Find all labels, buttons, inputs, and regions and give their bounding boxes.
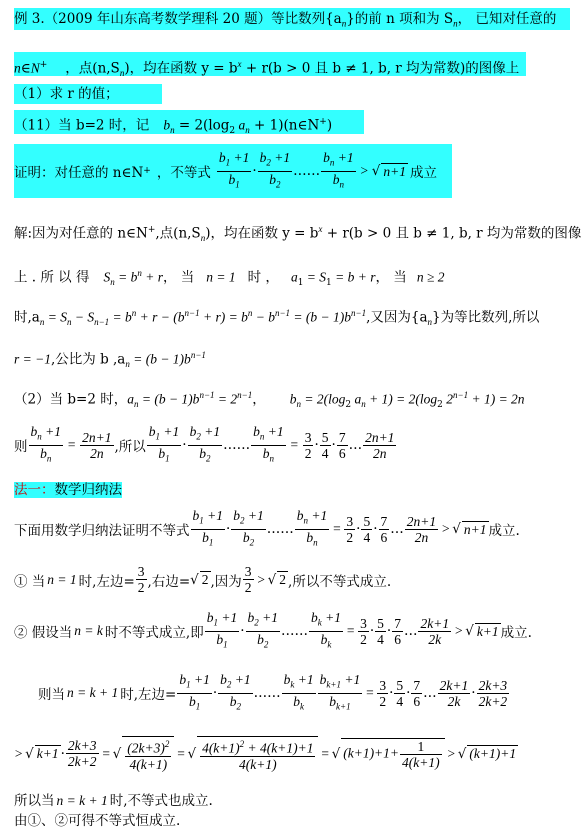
text: = 2(log — [300, 391, 346, 407]
fraction: $\frac{b_k +1}{b_k}$ — [311, 610, 341, 650]
fraction: $\frac{3}{2}$ — [137, 564, 145, 595]
text: ,点(n,S — [155, 225, 201, 242]
text: + r) = b — [199, 309, 248, 325]
fraction: $\frac{5}{4}$ — [377, 615, 384, 647]
text: = b + r — [331, 269, 376, 285]
text: 成立 — [410, 165, 437, 181]
fraction: $\frac{2k+1}{2k}$ — [439, 677, 469, 709]
text: = b — [114, 269, 138, 285]
text: ， 当 — [162, 269, 195, 286]
text: 上 . 所 以 得 — [14, 269, 90, 286]
conclusion-2 — [14, 812, 180, 830]
text: 成立. — [488, 523, 520, 540]
text: （11）当 b=2 时，记 — [14, 117, 150, 134]
induction-intro: 下面用数学归纳法证明不等式 $\frac{b_1 +1}{b_1}$ · $\frac{b_2 +1}{b_2}$ …… $\frac{b_n +1}{b_n}$ = $\frac{3}{2}$ · $\frac{5}{4}$ · $\frac{7}{6}$ … $\frac{2n+1}{2n}$ > √ n+1 成立. — [14, 508, 520, 550]
text: ， 当 — [375, 269, 407, 286]
text: − b — [252, 309, 275, 325]
text: b — [289, 391, 297, 407]
text: 时,a — [14, 309, 40, 326]
text: + r(b > 0 且 b ≠ 1, b, r 均为常数)的图像上 — [241, 60, 520, 77]
text: 则当 — [38, 687, 65, 704]
question-2: （11）当 b=2 时，记 $b_n = 2(\log_2$ $a_n$ + 1)(n∈N+) — [14, 110, 364, 134]
text: ,所以 — [114, 439, 146, 456]
text: = 2 — [214, 391, 238, 407]
fraction: $\frac{2n+1}{2n}$ — [365, 429, 395, 461]
text: = (b − 1)b — [138, 391, 200, 407]
text: ， 已知对任意的 — [457, 11, 557, 27]
text: )，均在函数 y = b — [205, 225, 319, 242]
text: + r — [141, 269, 163, 285]
text: a — [127, 391, 134, 407]
text: n = k — [74, 623, 103, 639]
text: S — [103, 269, 111, 285]
fraction: $\frac{3}{2}$ — [346, 513, 354, 545]
sqrt: n+1 — [383, 163, 406, 179]
fraction: $\frac{b_n +1}{b_n}$ — [253, 424, 284, 464]
text: + 1) = 2(log — [365, 391, 438, 407]
induction-step-1: ① 当 n = 1 时,左边= $\frac{3}{2}$ ,右边= √ 2 ,因为 $\frac{3}{2}$ > √ 2 ,所以不等式成立. — [14, 564, 392, 595]
fraction: $\frac{b_n +1}{b_n}$ — [30, 424, 61, 464]
text: n = k + 1 — [56, 793, 108, 808]
problem-line-2: n∈N+ ，点$(n,S_n)$，均在函数 $y = b^x + r(b > 0$ 且 b ≠ 1, b, r 均为常数)的图像上 — [14, 52, 526, 76]
fraction: $\frac{7}{6}$ — [338, 429, 346, 461]
text: ,公比为 b ,a — [50, 351, 126, 368]
method-label: 法一： — [14, 482, 55, 498]
solution-line-4: r = −1,公比为 b $,a_n = (b - 1)b^{n-1}$ — [14, 350, 206, 370]
fraction: $\frac{5}{4}$ — [363, 513, 371, 545]
text: = S — [44, 309, 67, 325]
fraction: $\frac{5}{4}$ — [396, 677, 404, 709]
text: + r − (b — [136, 309, 185, 325]
sqrt: n+1 — [463, 521, 487, 537]
sqrt: k+1 — [476, 623, 499, 639]
text: n = 1 — [47, 571, 77, 587]
text: 由①、②可得不等式恒成立. — [14, 813, 181, 829]
fraction: $\frac{3}{2}$ — [304, 429, 312, 461]
fraction: $\frac{b_{k+1} +1}{b_{k+1}}$ — [319, 672, 361, 712]
text: n ≥ 2 — [416, 269, 445, 285]
text: n = k + 1 — [67, 685, 119, 701]
text: 解:因为对任意的 n∈N — [14, 225, 148, 242]
problem-line-1: 例 3.（2009 年山东高考数学理科 20 题）等比数列$\{a_n\}$的前 n 项和为 $S_n$， 已知对任意的 — [14, 8, 570, 30]
text: 2 — [442, 391, 454, 407]
fraction: $\frac{3}{2}$ — [379, 677, 387, 709]
fraction: $\frac{2k+3}{2k+2}$ — [478, 677, 508, 709]
sqrt: 2 — [279, 572, 287, 587]
text: = (b − 1)b — [290, 309, 352, 325]
induction-chain: > √ k+1 · $\frac{2k+3}{2k+2}$ = √ $\frac{(2k+3)^2}{4(k+1)}$ = √ $\frac{4(k+1)^2 + 4(k+1)+1}{4(k+1)}$ = √ (k+1)+1+ $\frac{1}{4(k+1)}$ > √ (k+1)+1 — [14, 736, 518, 772]
fraction: $\frac{b_2 +1}{b_2}$ — [233, 508, 264, 548]
text: 时,左边= — [120, 687, 177, 704]
text: a — [290, 269, 298, 285]
sqrt: $\frac{4(k+1)^2 + 4(k+1)+1}{4(k+1)}$ — [197, 736, 318, 772]
fraction: $\frac{b_1 +1}{b_1}$ — [206, 610, 238, 650]
text: ，点(n,S — [65, 60, 120, 77]
method-name: 数学归纳法 — [54, 482, 122, 498]
text: a — [351, 391, 362, 407]
text: 例 3.（2009 年山东高考数学理科 20 题）等比数列{a — [14, 11, 342, 27]
text: ,又因为{a — [366, 309, 428, 326]
text: 则 — [14, 439, 28, 456]
fraction: $\frac{7}{6}$ — [413, 677, 421, 709]
text: ,因为 — [210, 573, 242, 590]
text: }为等比数列,所以 — [432, 309, 540, 326]
text: n∈N — [14, 60, 40, 76]
induction-step-3: 则当 n = k + 1 时,左边= $\frac{b_1 +1}{b_1}$ · $\frac{b_2 +1}{b_2}$ …… $\frac{b_k +1}{b_k}$ $\frac{b_{k+1} +1}{b_{k+1}}$ = $\frac{3}{2}$ · $\frac{5}{4}$ · $\frac{7}{6}$ … $\frac{2k+1}{2k}$ · $\frac{2k+3}{2k+2}$ — [38, 672, 510, 714]
fraction: $\frac{b_k +1}{b_k}$ — [283, 672, 314, 712]
fraction: $\frac{b_n +1}{b_n}$ — [323, 149, 354, 190]
text: a — [235, 117, 246, 133]
fraction: $\frac{3}{2}$ — [360, 615, 367, 647]
text: ① 当 — [14, 573, 46, 590]
text: r = −1 — [14, 351, 51, 367]
text: 时 ， — [247, 269, 279, 286]
fraction: $\frac{3}{2}$ — [244, 564, 252, 595]
fraction: $\frac{b_n +1}{b_n}$ — [296, 508, 328, 548]
question-3: 证明：对任意的 n∈N + ，不等式 $\frac{b_1 +1}{b_1}$ · $\frac{b_2 +1}{b_2}$ …… $\frac{b_n +1}{b_n}$ > √ n+1 成立 — [14, 144, 452, 198]
sqrt: k+1 — [36, 746, 59, 762]
sqrt: (k+1)+1+ $\frac{1}{4(k+1)}$ — [341, 738, 444, 770]
fraction: $\frac{7}{6}$ — [394, 615, 401, 647]
text: n = 1 — [206, 269, 236, 285]
question-1 — [14, 84, 162, 104]
fraction: $\frac{2n+1}{2n}$ — [406, 513, 437, 545]
text: = (b − 1)b — [129, 351, 191, 367]
fraction: $\frac{b_1 +1}{b_1}$ — [148, 424, 180, 464]
sqrt: (k+1)+1 — [469, 746, 517, 762]
then-line: 则 $\frac{b_n +1}{b_n}$ = $\frac{2n+1}{2n}$ ,所以 $\frac{b_1 +1}{b_1}$ · $\frac{b_2 +1}{b_2}$ …… $\frac{b_n +1}{b_n}$ = $\frac{3}{2}$ · $\frac{5}{4}$ · $\frac{7}{6}$ … $\frac{2n+1}{2n}$ — [14, 424, 397, 466]
text: b — [163, 117, 171, 133]
text: }的前 n 项和为 S — [346, 11, 454, 27]
text: （2）当 b=2 时， — [14, 391, 128, 408]
fraction: $\frac{5}{4}$ — [321, 429, 329, 461]
text: ) — [326, 117, 333, 134]
fraction: $\frac{b_1 +1}{b_1}$ — [218, 149, 250, 190]
text: 所以当 — [14, 793, 55, 809]
sqrt: 2 — [201, 572, 209, 587]
fraction: $\frac{b_1 +1}{b_1}$ — [179, 672, 210, 712]
text: ,右边= — [147, 573, 191, 590]
text: + r(b > 0 且 b ≠ 1, b, r 均为常数的图像 — [322, 225, 582, 242]
fraction: $\frac{b_2 +1}{b_2}$ — [259, 149, 291, 190]
fraction: $\frac{b_2 +1}{b_2}$ — [189, 424, 221, 464]
method-heading — [14, 480, 122, 500]
text: 成立. — [500, 625, 532, 642]
text: ， — [252, 391, 266, 408]
solution-line-3: 时$,a_n = S_n - S_{n-1} = b^n + r - (b^{n-1} + r) = b^n - b^{n-1} = (b - 1)b^{n-1}$,又因为$\{a_n\}$为等比数列,所以 — [14, 308, 540, 328]
text: 时,不等式也成立. — [109, 793, 213, 809]
sqrt: $\frac{(2k+3)^2}{4(k+1)}$ — [122, 736, 174, 772]
text: 时,左边= — [78, 573, 135, 590]
text: + 1)(n∈N — [249, 117, 320, 134]
solution-line-2: 上 . 所 以 得 $S_n = b^n + r$， 当 n = 1 时 ， $a_1 = S_1 = b + r$， 当 n ≥ 2 — [14, 268, 445, 289]
text: = b — [109, 309, 132, 325]
text: （1）求 r 的值； — [14, 86, 119, 102]
text: 时不等式成立,即 — [104, 625, 204, 642]
text: ，不等式 — [156, 165, 211, 181]
fraction: $\frac{7}{6}$ — [380, 513, 388, 545]
text: − S — [71, 309, 95, 325]
fraction: $\frac{2n+1}{2n}$ — [82, 429, 112, 461]
text: 下面用数学归纳法证明不等式 — [14, 523, 190, 540]
fraction: $\frac{b_2 +1}{b_2}$ — [220, 672, 251, 712]
solution-line-1: 解:因为对任意的 n∈N+,点$(n,S_n)$，均在函数 $y = b^x + r(b > 0$ 且 b ≠ 1, b, r 均为常数的图像 — [14, 224, 582, 244]
induction-step-2: ② 假设当 n = k 时不等式成立,即 $\frac{b_1 +1}{b_1}$ · $\frac{b_2 +1}{b_2}$ …… $\frac{b_k +1}{b_k}$ = $\frac{3}{2}$ · $\frac{5}{4}$ · $\frac{7}{6}$ … $\frac{2k+1}{2k}$ > √ k+1 成立. — [14, 610, 532, 652]
part-2-line: （2）当 b=2 时，$a_n = (b - 1)b^{n-1} = 2^{n-1}$， $b_n = 2(\log_2$ $a_n + 1) = 2(\log_2$ $2^{n-1} + 1) = 2n$ — [14, 390, 525, 411]
text: = S — [303, 269, 327, 285]
fraction: $\frac{2k+1}{2k}$ — [420, 615, 450, 647]
fraction: $\frac{b_2 +1}{b_2}$ — [247, 610, 278, 650]
fraction: $\frac{2k+3}{2k+2}$ — [67, 738, 97, 770]
text: + 1) = 2n — [468, 391, 525, 407]
conclusion-1 — [14, 792, 213, 810]
text: ,所以不等式成立. — [288, 573, 392, 590]
text: )，均在函数 y = b — [124, 60, 238, 77]
text: 证明：对任意的 n∈N — [14, 165, 144, 181]
fraction: $\frac{b_1 +1}{b_1}$ — [192, 508, 223, 548]
text: ② 假设当 — [14, 625, 73, 642]
text: = 2(log — [174, 117, 230, 134]
